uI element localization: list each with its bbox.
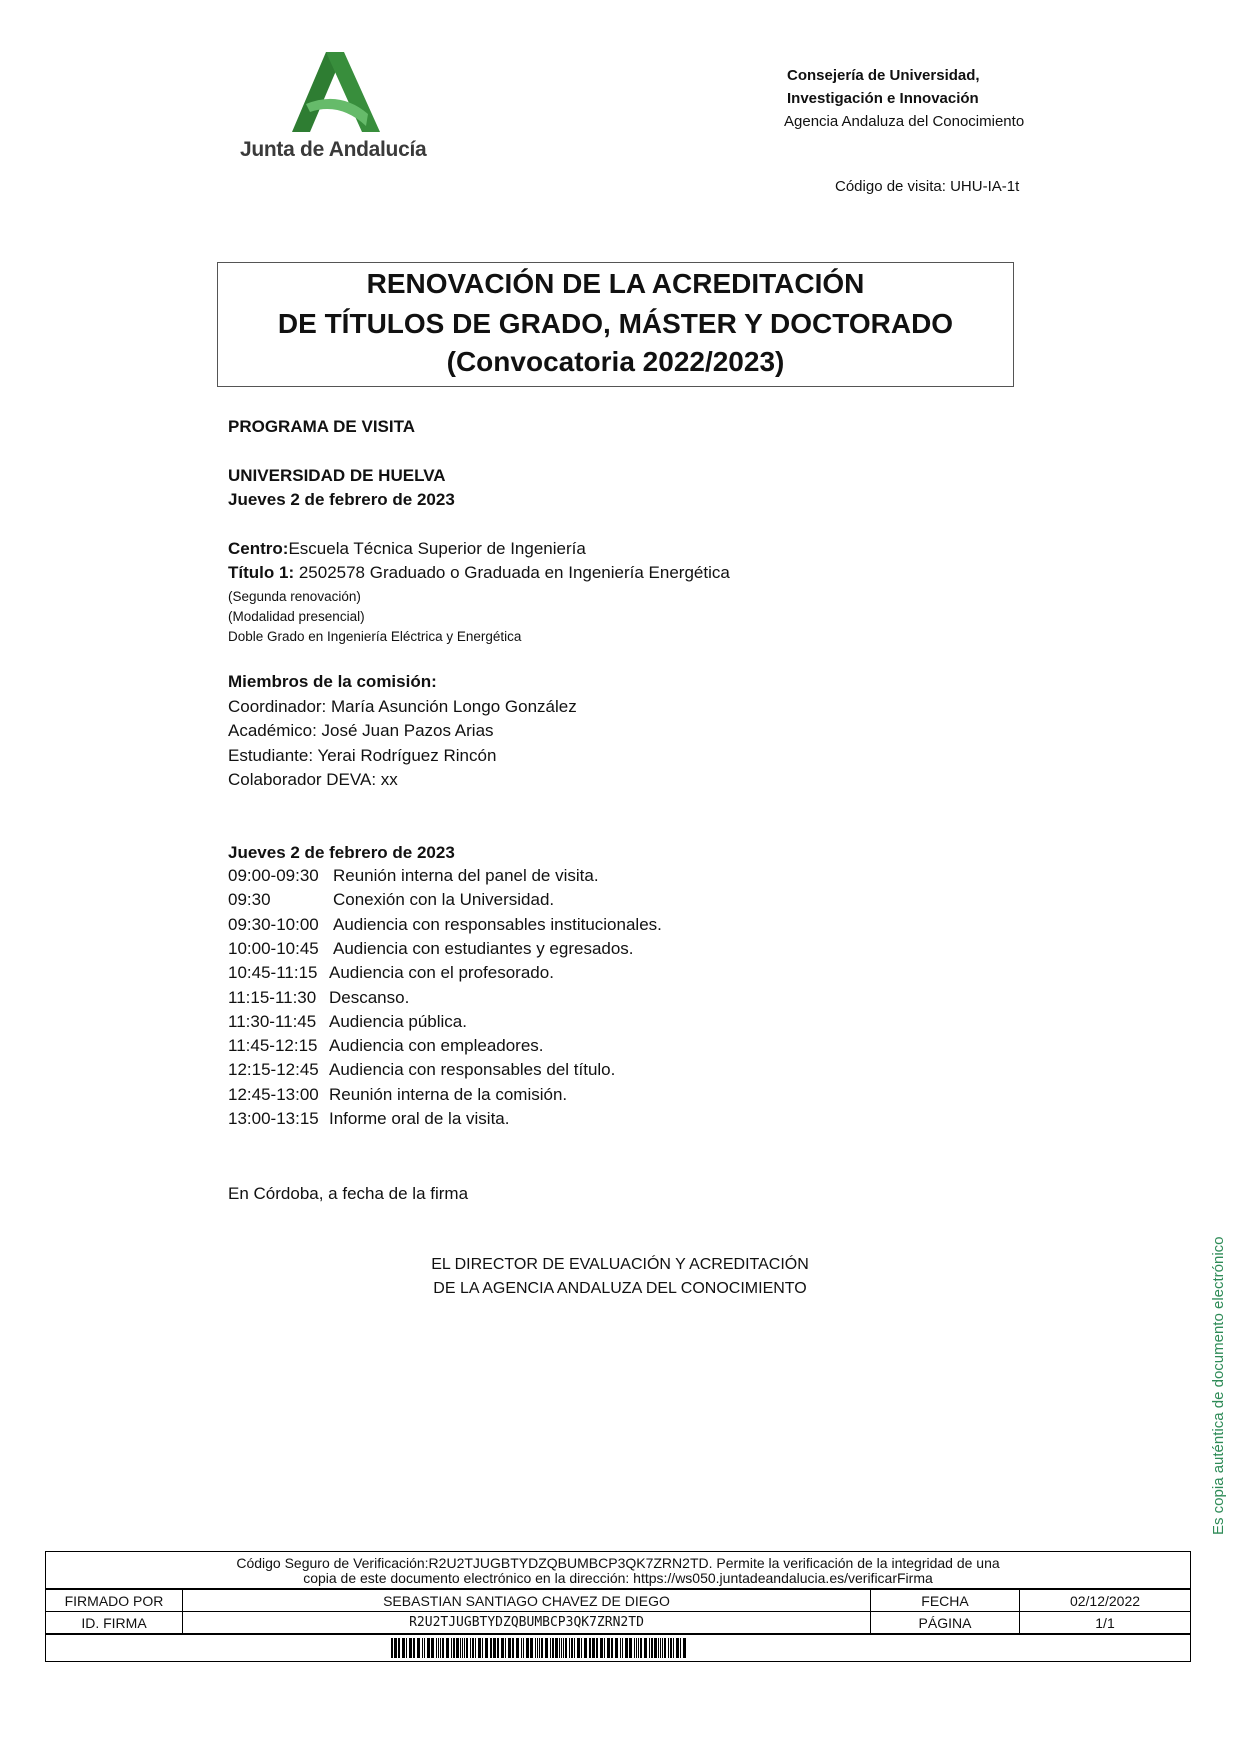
barcode-bar xyxy=(482,1638,483,1658)
barcode-bar xyxy=(683,1638,686,1658)
page-value: 1/1 xyxy=(1020,1612,1191,1634)
schedule-row xyxy=(228,1109,509,1129)
schedule-time: 10:45-11:15 xyxy=(228,963,318,982)
barcode-bar xyxy=(530,1638,533,1658)
table-row xyxy=(46,1612,1190,1634)
barcode-bar xyxy=(664,1638,666,1658)
barcode-bar xyxy=(413,1638,415,1658)
barcode-bar xyxy=(555,1638,558,1658)
header-ministry-line1: Consejería de Universidad, xyxy=(787,67,980,84)
barcode-bar xyxy=(581,1638,582,1658)
barcode-bar xyxy=(475,1638,476,1658)
program-heading: PROGRAMA DE VISITA xyxy=(228,417,416,436)
barcode-bar xyxy=(571,1638,573,1658)
schedule-time: 09:30 xyxy=(228,890,271,909)
barcode-bar xyxy=(620,1638,621,1658)
barcode-bar xyxy=(398,1638,400,1658)
barcode-bar xyxy=(508,1638,511,1658)
barcode-bar xyxy=(464,1638,465,1658)
barcode-bar xyxy=(394,1638,397,1658)
barcode-bar xyxy=(654,1638,657,1658)
schedule-row xyxy=(228,866,599,886)
barcode-bar xyxy=(526,1638,529,1658)
closing-place: En Córdoba, a fecha de la firma xyxy=(228,1184,469,1203)
visit-date: Jueves 2 de febrero de 2023 xyxy=(228,490,455,509)
barcode-bar xyxy=(561,1638,562,1658)
schedule-activity: Audiencia con el profesorado. xyxy=(329,963,554,982)
barcode-bar xyxy=(640,1638,642,1658)
signed-by-value: SEBASTIAN SANTIAGO CHAVEZ DE DIEGO xyxy=(183,1590,871,1612)
barcode-bar xyxy=(427,1638,430,1658)
barcode-bar xyxy=(501,1638,504,1658)
title-line3: (Convocatoria 2022/2023) xyxy=(446,346,785,377)
title-line1: RENOVACIÓN DE LA ACREDITACIÓN xyxy=(366,268,865,299)
barcode-bar xyxy=(545,1638,548,1658)
schedule-activity: Reunión interna de la comisión. xyxy=(329,1085,568,1104)
csv-line2: copia de este documento electrónico en la dirección: https://ws050.juntadeandalucia.es/verificarFirma xyxy=(303,1570,933,1586)
degree-line xyxy=(228,561,730,586)
logo-text: Junta de Andalucía xyxy=(240,138,427,161)
header-agency: Agencia Andaluza del Conocimiento xyxy=(784,113,1025,130)
barcode-bar xyxy=(422,1638,423,1658)
barcode-bar xyxy=(600,1638,603,1658)
schedule-activity: Audiencia con empleadores. xyxy=(329,1036,544,1055)
signature-block xyxy=(0,1253,1240,1301)
visit-code xyxy=(835,178,1019,195)
visit-code-label: Código de visita: xyxy=(835,178,946,195)
schedule-time: 11:30-11:45 xyxy=(228,1012,317,1031)
title-box xyxy=(217,262,1014,387)
schedule-row xyxy=(228,988,409,1008)
schedule-time: 12:15-12:45 xyxy=(228,1060,319,1079)
signed-by-label: FIRMADO POR xyxy=(46,1590,183,1612)
barcode-bar xyxy=(391,1638,393,1658)
commission-member: Colaborador DEVA: xx xyxy=(228,770,398,789)
barcode-bar xyxy=(577,1638,580,1658)
barcode-bar xyxy=(438,1638,439,1658)
schedule-time: 11:45-12:15 xyxy=(228,1036,318,1055)
schedule-row xyxy=(228,1060,615,1080)
barcode-bar xyxy=(402,1638,405,1658)
barcode-bar xyxy=(569,1638,570,1658)
barcode-bar xyxy=(668,1638,669,1658)
barcode-bar xyxy=(552,1638,554,1658)
schedule-time: 10:00-10:45 xyxy=(228,939,319,958)
schedule-time: 09:30-10:00 xyxy=(228,915,319,934)
barcode-bar xyxy=(409,1638,412,1658)
date-label: FECHA xyxy=(871,1590,1020,1612)
barcode-bar xyxy=(541,1638,543,1658)
schedule-activity: Audiencia pública. xyxy=(329,1012,467,1031)
barcode-bar xyxy=(523,1638,524,1658)
barcode-bar xyxy=(574,1638,575,1658)
schedule-time: 11:15-11:30 xyxy=(228,988,317,1007)
barcode-bar xyxy=(440,1638,441,1658)
degree-note-renewal: (Segunda renovación) xyxy=(228,589,361,604)
barcode-bar xyxy=(625,1638,628,1658)
barcode-bar xyxy=(431,1638,434,1658)
barcode-bar xyxy=(490,1638,492,1658)
barcode-bar xyxy=(539,1638,540,1658)
barcode-bar xyxy=(462,1638,463,1658)
schedule-activity: Informe oral de la visita. xyxy=(329,1109,510,1128)
barcode-bar xyxy=(512,1638,514,1658)
barcode-bar xyxy=(460,1638,461,1658)
barcode-bar xyxy=(516,1638,519,1658)
barcode-bar xyxy=(565,1638,567,1658)
barcode-bar xyxy=(615,1638,618,1658)
barcode-bar xyxy=(493,1638,496,1658)
visit-code-value: UHU-IA-1t xyxy=(950,178,1020,195)
center-value: Escuela Técnica Superior de Ingeniería xyxy=(288,539,586,558)
barcode-bar xyxy=(550,1638,551,1658)
barcode-bar xyxy=(670,1638,672,1658)
schedule-time: 13:00-13:15 xyxy=(228,1109,319,1128)
barcode-bar xyxy=(466,1638,468,1658)
barcode-bar xyxy=(651,1638,653,1658)
schedule-activity: Conexión con la Universidad. xyxy=(333,890,555,909)
commission-member: Académico: José Juan Pazos Arias xyxy=(228,721,494,740)
barcode-bar xyxy=(424,1638,425,1658)
page-label: PÁGINA xyxy=(871,1612,1020,1634)
barcode-bar xyxy=(607,1638,610,1658)
degree-value: 2502578 Graduado o Graduada en Ingeniería Energética xyxy=(294,563,730,582)
barcode-bar xyxy=(472,1638,474,1658)
csv-notice xyxy=(46,1552,1190,1589)
barcode-bar xyxy=(436,1638,437,1658)
barcode-bar xyxy=(478,1638,481,1658)
schedule-time: 09:00-09:30 xyxy=(228,866,319,885)
commission-heading: Miembros de la comisión: xyxy=(228,672,437,691)
id-label: ID. FIRMA xyxy=(46,1612,183,1634)
barcode-bar xyxy=(611,1638,613,1658)
barcode-bar xyxy=(417,1638,420,1658)
barcode-bar xyxy=(505,1638,506,1658)
schedule-row xyxy=(228,1012,467,1032)
schedule-activity: Audiencia con estudiantes y egresados. xyxy=(333,939,634,958)
barcode-bar xyxy=(622,1638,623,1658)
university-name: UNIVERSIDAD DE HUELVA xyxy=(228,466,446,485)
barcode-bar xyxy=(584,1638,587,1658)
signature-line2: DE LA AGENCIA ANDALUZA DEL CONOCIMIENTO xyxy=(433,1280,807,1297)
barcode-bar xyxy=(673,1638,674,1658)
barcode-bar xyxy=(559,1638,560,1658)
date-value: 02/12/2022 xyxy=(1020,1590,1191,1612)
barcode-bar xyxy=(604,1638,605,1658)
barcode-bar xyxy=(453,1638,455,1658)
barcode-row xyxy=(46,1634,1190,1661)
barcode-bar xyxy=(680,1638,681,1658)
schedule-activity: Audiencia con responsables institucionales. xyxy=(333,915,662,934)
barcode-bar xyxy=(535,1638,536,1658)
barcode-bar xyxy=(662,1638,663,1658)
degree-note-modality: (Modalidad presencial) xyxy=(228,609,365,624)
barcode-bar xyxy=(660,1638,661,1658)
barcode-bar xyxy=(596,1638,598,1658)
schedule-activity: Audiencia con responsables del título. xyxy=(329,1060,616,1079)
barcode-bar xyxy=(563,1638,564,1658)
signature-line1: EL DIRECTOR DE EVALUACIÓN Y ACREDITACIÓN xyxy=(431,1256,809,1273)
schedule-row xyxy=(228,1036,544,1056)
barcode-bar xyxy=(446,1638,449,1658)
commission-member: Estudiante: Yerai Rodríguez Rincón xyxy=(228,746,497,765)
schedule-row xyxy=(228,963,554,983)
schedule-row xyxy=(228,939,634,959)
barcode-bar xyxy=(649,1638,650,1658)
barcode-bar xyxy=(644,1638,647,1658)
signature-table xyxy=(46,1589,1190,1634)
barcode-bar xyxy=(451,1638,452,1658)
center-line xyxy=(228,537,586,562)
schedule-row xyxy=(228,890,554,910)
center-label: Centro: xyxy=(228,539,289,558)
barcode-bar xyxy=(442,1638,444,1658)
authentic-copy-note: Es copia auténtica de documento electrónico xyxy=(1210,1236,1227,1535)
barcode-bar xyxy=(592,1638,595,1658)
barcode-bar xyxy=(638,1638,639,1658)
table-row xyxy=(46,1590,1190,1612)
barcode-bar xyxy=(634,1638,635,1658)
barcode-bar xyxy=(470,1638,471,1658)
barcode xyxy=(391,1638,851,1658)
barcode-bar xyxy=(676,1638,679,1658)
barcode-bar xyxy=(521,1638,522,1658)
barcode-bar xyxy=(537,1638,538,1658)
verification-footer xyxy=(45,1551,1191,1662)
schedule-activity: Reunión interna del panel de visita. xyxy=(333,866,599,885)
barcode-bar xyxy=(456,1638,459,1658)
schedule-time: 12:45-13:00 xyxy=(228,1085,319,1104)
csv-line1: Código Seguro de Verificación:R2U2TJUGBTYDZQBUMBCP3QK7ZRN2TD. Permite la verificación de la integridad de una xyxy=(236,1555,1000,1571)
schedule-row xyxy=(228,915,662,935)
barcode-bar xyxy=(406,1638,407,1658)
barcode-bar xyxy=(497,1638,499,1658)
barcode-bar xyxy=(636,1638,637,1658)
commission-member: Coordinador: María Asunción Longo González xyxy=(228,697,577,716)
barcode-bar xyxy=(629,1638,632,1658)
schedule-activity: Descanso. xyxy=(329,988,410,1007)
degree-label: Título 1: xyxy=(228,563,295,582)
barcode-bar xyxy=(589,1638,591,1658)
schedule-date: Jueves 2 de febrero de 2023 xyxy=(228,843,455,862)
title-line2: DE TÍTULOS DE GRADO, MÁSTER Y DOCTORADO xyxy=(277,308,954,339)
degree-note-double: Doble Grado en Ingeniería Eléctrica y Energética xyxy=(228,629,522,644)
barcode-bar xyxy=(658,1638,659,1658)
barcode-bar xyxy=(485,1638,488,1658)
id-value: R2U2TJUGBTYDZQBUMBCP3QK7ZRN2TD xyxy=(183,1612,871,1634)
schedule-row xyxy=(228,1085,567,1105)
header-ministry-line2: Investigación e Innovación xyxy=(787,90,979,107)
